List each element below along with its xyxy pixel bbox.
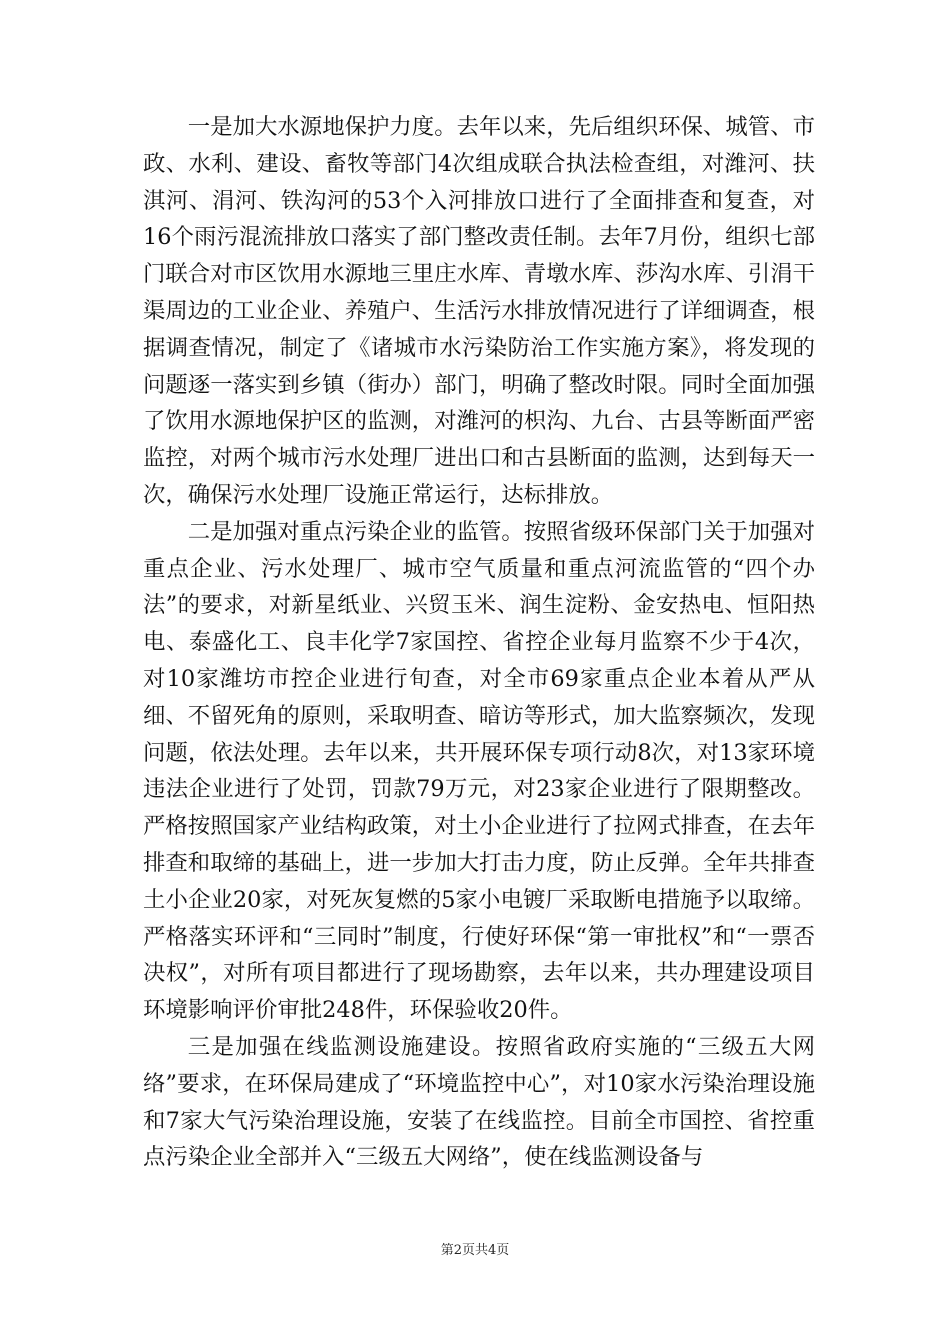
- document-body: [143, 109, 815, 1176]
- paragraph-water-source-protection: 一是加大水源地保护力度。去年以来，先后组织环保、城管、市政、水利、建设、畜牧等部门4次组成联合执法检查组，对潍河、扶淇河、涓河、铁沟河的53个入河排放口进行了全面排查和复查，对16个雨污混流排放口落实了部门整改责任制。去年7月份，组织七部门联合对市区饮用水源地三里庄水库、青墩水库、莎沟水库、引涓干渠周边的工业企业、养殖户、生活污水排放情况进行了详细调查，根据调查情况，制定了《诸城市水污染防治工作实施方案》，将发现的问题逐一落实到乡镇（街办）部门，明确了整改时限。同时全面加强了饮用水源地保护区的监测，对潍河的枳沟、九台、古县等断面严密监控，对两个城市污水处理厂进出口和古县断面的监测，达到每天一次，确保污水处理厂设施正常运行，达标排放。: [143, 114, 815, 508]
- page-number-footer: 第2页共4页: [440, 1243, 510, 1258]
- paragraph-online-monitoring: 三是加强在线监测设施建设。按照省政府实施的“三级五大网络”要求，在环保局建成了“环境监控中心”，对10家水污染治理设施和7家大气污染治理设施，安装了在线监控。目前全市国控、省控重点污染企业全部并入“三级五大网络”，使在线监测设备与: [143, 1033, 815, 1171]
- paragraph-key-enterprise-supervision: 二是加强对重点污染企业的监管。按照省级环保部门关于加强对重点企业、污水处理厂、城市空气质量和重点河流监管的“四个办法”的要求，对新星纸业、兴贸玉米、润生淀粉、金安热电、恒阳热电、泰盛化工、良丰化学7家国控、省控企业每月监察不少于4次，对10家潍坊市控企业进行旬查，对全市69家重点企业本着从严从细、不留死角的原则，采取明查、暗访等形式，加大监察频次，发现问题，依法处理。去年以来，共开展环保专项行动8次，对13家环境违法企业进行了处罚，罚款79万元，对23家企业进行了限期整改。严格按照国家产业结构政策，对土小企业进行了拉网式排查，在去年排查和取缔的基础上，进一步加大打击力度，防止反弹。全年共排查土小企业20家，对死灰复燃的5家小电镀厂采取断电措施予以取缔。严格落实环评和“三同时”制度，行使好环保“第一审批权”和“一票否决权”，对所有项目都进行了现场勘察，去年以来，共办理建设项目环境影响评价审批248件，环保验收20件。: [143, 518, 815, 1024]
